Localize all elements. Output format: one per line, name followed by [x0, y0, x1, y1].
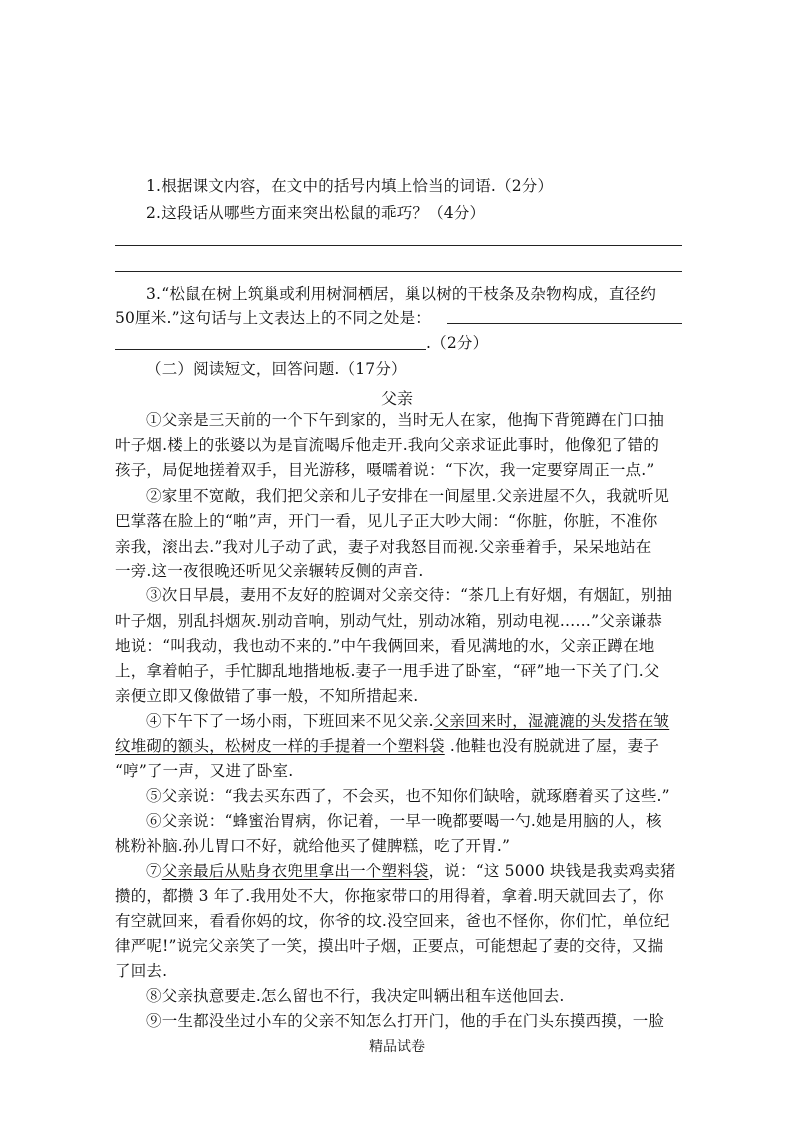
paragraph-7-line-1: [146, 861, 676, 881]
paragraph-1-line-1: ①父亲是三天前的一个下午到家的，当时无人在家，他掏下背篼蹲在门口抽: [146, 411, 665, 429]
paragraph-4-underlined-b: 纹堆砌的额头，松树皮一样的手提着一个塑料袋: [115, 737, 445, 755]
story-title: 父亲: [380, 389, 413, 408]
page-footer: 精品试卷: [369, 1039, 425, 1055]
paragraph-1-line-3: 孩子，局促地搓着双手，目光游移，嗫嚅着说：“下次，我一定要穿周正一点.”: [115, 461, 655, 479]
paragraph-8: ⑧父亲执意要走.怎么留也不行，我决定叫辆出租车送他回去.: [146, 987, 565, 1005]
question-1: 1.根据课文内容，在文中的括号内填上恰当的词语.（2分）: [146, 177, 554, 195]
paragraph-3-line-3: 地说：“叫我动，我也动不来的.”中午我俩回来，看见满地的水，父亲正蹲在地: [115, 637, 655, 655]
question-3-prompt: 50厘米.”这句话与上文表达上的不同之处是：: [115, 309, 431, 327]
paragraph-7-line-2: 攒的，都攒 3 年了.我用处不大，你拖家带口的用得着，拿着.明天就回去了，你: [115, 887, 664, 905]
question-2: 2.这段话从哪些方面来突出松鼠的乖巧？（4分）: [146, 204, 486, 222]
answer-line-2[interactable]: [115, 271, 682, 272]
paragraph-7-underlined: 父亲最后从贴身衣兜里拿出一个塑料袋: [161, 862, 429, 880]
paragraph-3-line-4: 上，拿着帕子，手忙脚乱地揩地板.妻子一甩手进了卧室，“砰”地一下关了门.父: [115, 662, 660, 680]
paragraph-3-line-1: ③次日早晨，妻用不友好的腔调对父亲交待：“茶几上有好烟，有烟缸，别抽: [146, 586, 673, 604]
question-3-score: .（2分）: [426, 334, 489, 352]
answer-blank-1[interactable]: [447, 323, 682, 324]
paragraph-3-line-2: 叶子烟，别乱抖烟灰.别动音响，别动气灶，别动冰箱，别动电视……”父亲谦恭: [115, 612, 663, 630]
section-heading: （二）阅读短文，回答问题.（17分）: [146, 360, 407, 378]
paragraph-2-line-4: 一旁.这一夜很晚还听见父亲辗转反侧的声音.: [115, 562, 424, 580]
question-3-line-2: [115, 308, 431, 328]
paragraph-4-underlined-a: 父亲回来时，湿漉漉的头发搭在皱: [433, 712, 670, 730]
question-3-line-1: 3.“松鼠在树上筑巢或利用树洞栖居，巢以树的干枝条及杂物构成，直径约: [146, 285, 657, 303]
paragraph-2-line-2: 巴掌落在脸上的“啪”声，开门一看，见儿子正大吵大闹：“你脏，你脏，不准你: [115, 512, 658, 530]
paragraph-7-text: ，说：“这 5000 块钱是我卖鸡卖猪: [428, 862, 676, 880]
paragraph-7-line-3: 有空就回来，看看你妈的坟，你爷的坟.没空回来，爸也不怪你，你们忙，单位纪: [115, 912, 670, 930]
answer-line-1[interactable]: [115, 245, 682, 246]
paragraph-6-line-1: ⑥父亲说：“蜂蜜治胃病，你记着，一早一晚都要喝一勺.她是用脑的人，核: [146, 812, 662, 830]
answer-blank-2[interactable]: [115, 349, 426, 350]
paragraph-6-line-2: 桃粉补脑.孙儿胃口不好，就给他买了健脾糕，吃了开胃.”: [115, 837, 511, 855]
paragraph-4-text-d: .他鞋也没有脱就进了屋，妻子: [449, 737, 660, 755]
paragraph-9: ⑨一生都没坐过小车的父亲不知怎么打开门，他的手在门头东摸西摸，一脸: [146, 1012, 665, 1030]
paragraph-2-line-1: ②家里不宽敞，我们把父亲和儿子安排在一间屋里.父亲进屋不久，我就听见: [146, 487, 670, 505]
paragraph-2-line-3: 亲我，滚出去.”我对儿子动了武，妻子对我怒目而视.父亲垂着手，呆呆地站在: [115, 538, 652, 556]
paragraph-4-line-3: “哼”了一声，又进了卧室.: [115, 762, 294, 780]
paragraph-7-marker: ⑦: [146, 862, 162, 880]
paragraph-7-line-5: 了回去.: [115, 962, 168, 980]
paragraph-4-line-2: [115, 736, 659, 756]
paragraph-4-text-a: ④下午下了一场小雨，下班回来不见父亲.: [146, 712, 434, 730]
paragraph-7-line-4: 律严呢!”说完父亲笑了一笑，摸出叶子烟，正要点，可能想起了妻的交待，又揣: [115, 937, 664, 955]
paragraph-1-line-2: 叶子烟.楼上的张婆以为是盲流喝斥他走开.我向父亲求证此事时，他像犯了错的: [115, 436, 660, 454]
paragraph-3-line-5: 亲便立即又像做错了事一般，不知所措起来.: [115, 687, 419, 705]
paragraph-5: ⑤父亲说：“我去买东西了，不会买，也不知你们缺啥，就琢磨着买了这些.”: [146, 787, 670, 805]
paragraph-4-line-1: [146, 711, 669, 731]
